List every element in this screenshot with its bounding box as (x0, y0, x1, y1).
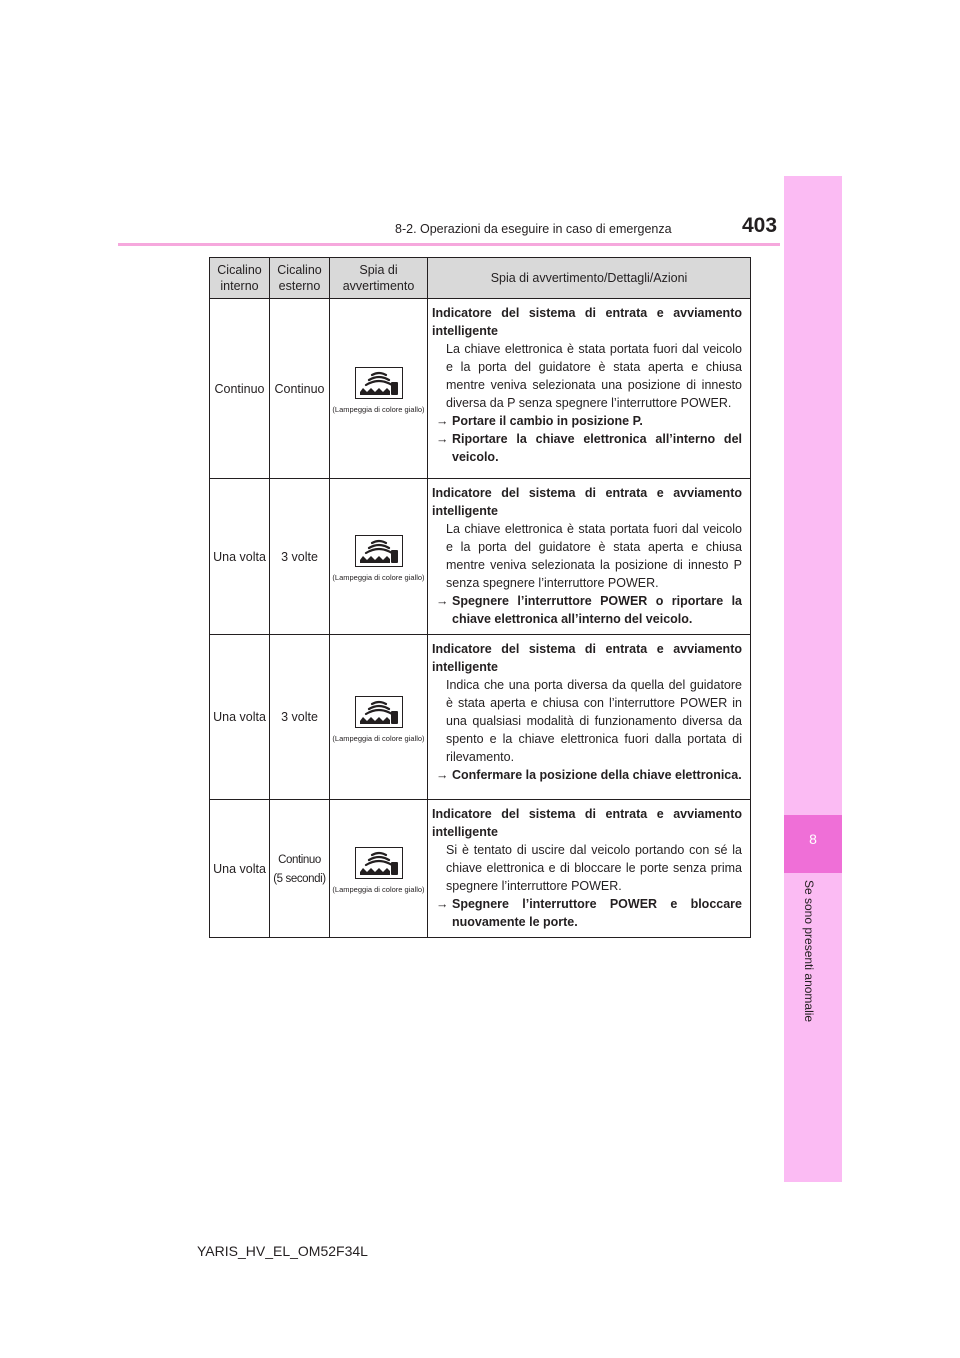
detail-action: → Spegnere l’interruttore POWER e bloccare nuovamente le porte. (436, 897, 742, 929)
external-buzzer-cell: Continuo (5 secondi) (270, 800, 330, 938)
detail-action: → Portare il cambio in posizione P. (436, 414, 643, 428)
table-header-row (210, 258, 751, 299)
icon-note: (Lampeggia di colore giallo) (332, 885, 425, 894)
smart-key-indicator-icon (355, 367, 403, 399)
internal-buzzer-cell: Una volta (210, 635, 270, 800)
detail-body: Si è tentato di uscire dal veicolo portando con sé la chiave elettronica e di bloccare le porte senza prima spegnere l’interruttore POWER. (446, 843, 742, 893)
detail-action: → Confermare la posizione della chiave elettronica. (436, 768, 742, 782)
warning-light-cell (330, 800, 428, 938)
warning-light-cell (330, 479, 428, 635)
section-title: 8-2. Operazioni da eseguire in caso di emergenza (395, 222, 672, 236)
detail-body: La chiave elettronica è stata portata fuori dal veicolo e la porta del guidatore è stata aperta e chiusa mentre veniva selezionata la posizione di innesto P senza spegnere l’interruttore POWER. (446, 522, 742, 590)
arrow-right-icon: → (436, 414, 449, 428)
header-internal-buzzer: Cicalino interno (210, 258, 270, 299)
detail-action: → Riportare la chiave elettronica all’interno del veicolo. (436, 432, 742, 464)
internal-buzzer-cell: Una volta (210, 479, 270, 635)
detail-title: Indicatore del sistema di entrata e avviamento intelligente (432, 642, 742, 674)
table-row (210, 299, 751, 479)
detail-title: Indicatore del sistema di entrata e avviamento intelligente (432, 306, 742, 338)
document-code: YARIS_HV_EL_OM52F34L (197, 1243, 368, 1259)
details-cell (428, 800, 751, 938)
icon-note: (Lampeggia di colore giallo) (332, 733, 425, 743)
warning-light-cell (330, 299, 428, 479)
arrow-right-icon: → (436, 594, 449, 608)
internal-buzzer-cell: Continuo (210, 299, 270, 479)
details-cell (428, 299, 751, 479)
header-external-buzzer: Cicalino esterno (270, 258, 330, 299)
page-number: 403 (742, 214, 778, 237)
internal-buzzer-cell: Una volta (210, 800, 270, 938)
detail-title: Indicatore del sistema di entrata e avviamento intelligente (432, 807, 742, 839)
detail-title: Indicatore del sistema di entrata e avviamento intelligente (432, 486, 742, 518)
chapter-title: Se sono presenti anomalie (802, 880, 816, 1023)
chapter-side-tab (784, 176, 842, 1182)
warning-light-cell (330, 635, 428, 800)
header-details: Spia di avvertimento/Dettagli/Azioni (428, 258, 751, 299)
table-row (210, 479, 751, 635)
detail-body: Indica che una porta diversa da quella del guidatore è stata aperta e chiusa con l’interruttore POWER in una qualsiasi modalità di funzionamento diversa da spento e la chiave elettronica fuori dalla portata di rilevamento. (446, 678, 742, 764)
chapter-number: 8 (809, 831, 817, 847)
details-cell (428, 635, 751, 800)
detail-action: → Spegnere l’interruttore POWER o riportare la chiave elettronica all’interno del veicolo. (436, 594, 742, 626)
external-buzzer-cell: Continuo (270, 299, 330, 479)
external-buzzer-cell: 3 volte (270, 479, 330, 635)
smart-key-indicator-icon (355, 696, 403, 728)
header-divider (118, 243, 780, 246)
smart-key-indicator-icon (355, 535, 403, 567)
arrow-right-icon: → (436, 768, 449, 782)
icon-note: (Lampeggia di colore giallo) (332, 573, 425, 582)
header-warning-light: Spia di avvertimento (330, 258, 428, 299)
arrow-right-icon: → (436, 432, 449, 446)
table-row (210, 635, 751, 800)
icon-note: (Lampeggia di colore giallo) (332, 405, 425, 414)
detail-body: La chiave elettronica è stata portata fuori dal veicolo e la porta del guidatore è stata aperta e chiusa mentre veniva selezionata una posizione di innesto diversa da P senza spegnere l’interruttore POWER. (446, 342, 742, 410)
details-cell (428, 479, 751, 635)
external-buzzer-cell: 3 volte (270, 635, 330, 800)
table-row (210, 800, 751, 938)
arrow-right-icon: → (436, 897, 449, 911)
warning-table (209, 257, 751, 938)
smart-key-indicator-icon (355, 847, 403, 879)
